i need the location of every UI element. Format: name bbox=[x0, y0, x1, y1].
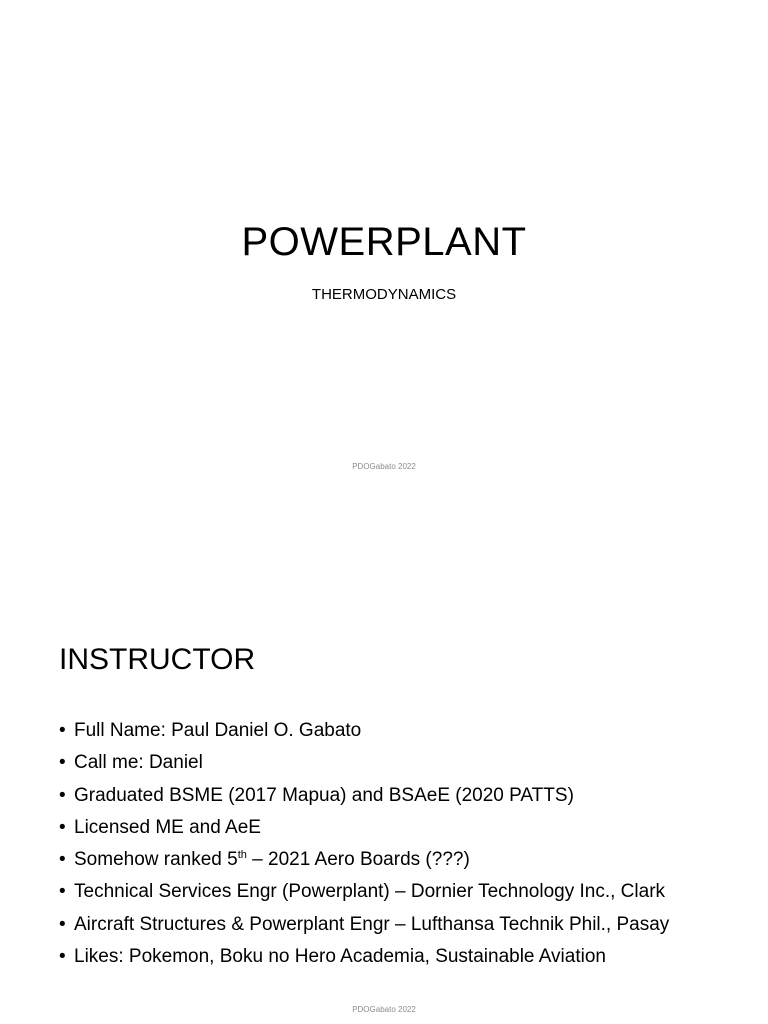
list-item bbox=[59, 909, 669, 941]
list-item-ranked bbox=[59, 844, 669, 876]
list-item-text: Aircraft Structures & Powerplant Engr – Lufthansa Technik Phil., Pasay bbox=[74, 913, 670, 935]
slide-footer: PDOGabato 2022 bbox=[352, 1005, 416, 1014]
list-item bbox=[59, 876, 669, 908]
slide-title: POWERPLANT bbox=[241, 220, 527, 264]
list-item-text: Graduated BSME (2017 Mapua) and BSAeE (2020 PATTS) bbox=[74, 784, 574, 806]
bullet-icon: • bbox=[59, 784, 66, 806]
list-item bbox=[59, 747, 669, 779]
list-item-text: Licensed ME and AeE bbox=[74, 816, 261, 838]
bullet-icon: • bbox=[59, 946, 66, 968]
slide-footer: PDOGabato 2022 bbox=[352, 462, 416, 471]
list-item bbox=[59, 715, 669, 747]
slide-subtitle: THERMODYNAMICS bbox=[311, 286, 457, 303]
bullet-icon: • bbox=[59, 881, 66, 903]
bullet-icon: • bbox=[59, 816, 66, 838]
ranked-prefix: Somehow ranked 5 bbox=[74, 849, 238, 871]
list-item-text: Call me: Daniel bbox=[74, 752, 203, 774]
list-item-text: Technical Services Engr (Powerplant) – Dornier Technology Inc., Clark bbox=[74, 881, 666, 903]
ranked-superscript: th bbox=[237, 849, 247, 862]
ranked-suffix: – 2021 Aero Boards (???) bbox=[246, 849, 470, 871]
instructor-slide bbox=[0, 520, 768, 1024]
bullet-icon: • bbox=[59, 752, 66, 774]
bullet-list bbox=[59, 715, 669, 973]
bullet-icon: • bbox=[59, 720, 66, 741]
list-item bbox=[59, 812, 669, 844]
list-item bbox=[59, 780, 669, 812]
slide-heading: INSTRUCTOR bbox=[59, 643, 256, 676]
list-item-text: Full Name: Paul Daniel O. Gabato bbox=[74, 720, 362, 741]
list-item bbox=[59, 941, 669, 973]
bullet-icon: • bbox=[59, 913, 66, 935]
list-item-text: Likes: Pokemon, Boku no Hero Academia, Sustainable Aviation bbox=[74, 946, 606, 968]
bullet-icon: • bbox=[59, 849, 66, 871]
